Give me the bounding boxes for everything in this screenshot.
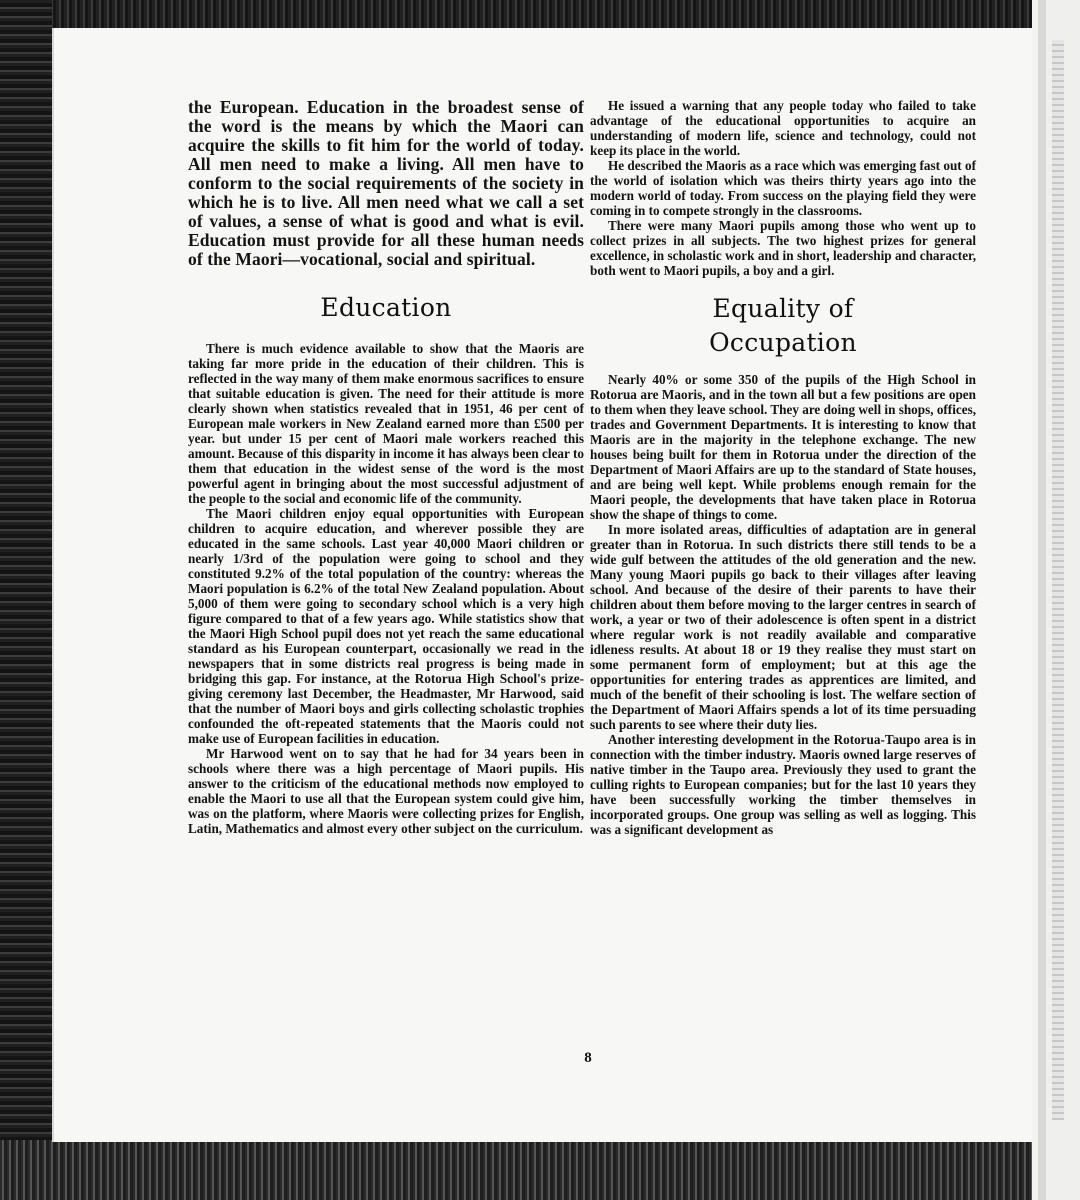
scan-border-top [0,0,1080,30]
document-page [52,28,1032,1142]
paragraph: Another interesting development in the Rotorua-Taupo area is in connection with the timber industry. Maoris owned large reserves of native timber in the Taupo area. Previously they used to grant the culling rights to European companies; but for the last 10 years they have been successfully working the timber themselves in incorporated groups. One group was selling as well as logging. This was a significant development as [590,732,976,837]
right-column [590,98,976,837]
paragraph: The Maori children enjoy equal opportunities with European children to acquire education, and wherever possible they are educated in the same schools. Last year 40,000 Maori children or nearly 1/3rd of the population were going to school and they constituted 9.2% of the total population of the country: whereas the Maori population is 6.2% of the total New Zealand population. About 5,000 of them were going to secondary school which is a very high figure compared to that of a few years ago. While statistics show that the Maori High School pupil does not yet reach the same educational standard as his European counterpart, occasionally we read in the newspapers that in some districts real progress is being made in bridging this gap. For instance, at the Rotorua High School's prize-giving ceremony last December, the Headmaster, Mr Harwood, said that the number of Maori boys and girls collecting scholastic trophies confounded the oft-repeated statements that the Maoris could not make use of European facilities in education. [188,506,584,746]
heading-equality-line1: Equality of [712,294,854,323]
paragraph: He issued a warning that any people today who failed to take advantage of the educational opportunities to acquire an understanding of modern life, science and technology, could not keep its place in the world. [590,98,976,158]
paragraph: Mr Harwood went on to say that he had for 34 years been in schools where there was a high percentage of Maori pupils. His answer to the criticism of the educational methods now employed to enable the Maori to use all that the European system could give him, was on the platform, where Maoris were collecting prizes for English, Latin, Mathematics and almost every other subject on the curriculum. [188,746,584,836]
paragraph: There were many Maori pupils among those who went up to collect prizes in all subjects. The two highest prizes for general excellence, in scholastic work and in short, leadership and character, both went to Maori pupils, a boy and a girl. [590,218,976,278]
binding-edge [1052,40,1064,1120]
heading-equality-line2: Occupation [709,328,857,357]
paragraph: There is much evidence available to show that the Maoris are taking far more pride in the education of their children. This is reflected in the way many of them make enormous sacrifices to ensure that suitable education is given. The need for their attitude is more clearly shown when statistics revealed that in 1951, 46 per cent of European male workers in New Zealand earned more than £500 per year. but under 15 per cent of Maori male workers reached this amount. Because of this disparity in income it has always been clear to them that education in the widest sense of the word is the most powerful agent in bringing about the most successful adjustment of the people to the social and economic life of the community. [188,341,584,506]
paragraph: In more isolated areas, difficulties of adaptation are in general greater than in Rotorua. In such districts there still tends to be a wide gulf between the attitudes of the old generation and the new. Many young Maori pupils go back to their villages after leaving school. And because of the desire of their parents to have their children about them before moving to the larger centres in search of work, a year or two of their adolescence is often spent in a district where regular work is not readily available and comparative idleness results. At about 18 or 19 they realise they must start on some permanent form of employment; but at this age the opportunities for entering trades as apprentices are limited, and much of the benefit of their schooling is lost. The welfare section of the Department of Maori Affairs spends a lot of its time persuading such parents to see where their duty lies. [590,522,976,732]
heading-education: Education [320,293,452,322]
page-number: 8 [584,1050,592,1066]
lead-paragraph: the European. Education in the broadest sense of the word is the means by which the Maori can acquire the skills to fit him for the world of today. All men need to make a living. All men have to conform to the social requirements of the society in which he is to live. All men need what we call a set of values, a sense of what is good and what is evil. Education must provide for all these human needs of the Maori—vocational, social and spiritual. [188,97,584,269]
paragraph: Nearly 40% or some 350 of the pupils of the High School in Rotorua are Maoris, and in the town all but a few positions are open to them when they leave school. They are doing well in shops, offices, trades and Government Departments. It is interesting to know that Maoris are in the majority in the telephone exchange. The new houses being built for them in Rotorua under the direction of the Department of Maori Affairs are up to the standard of State houses, and are being well kept. While problems enough remain for the Maori people, the developments that have taken place in Rotorua show the shape of things to come. [590,372,976,522]
left-column [188,98,584,836]
paragraph: He described the Maoris as a race which was emerging fast out of the world of isolation which was theirs thirty years ago into the modern world of today. From success on the playing field they were coming in to compete strongly in the classrooms. [590,158,976,218]
scan-border-left [0,0,52,1200]
scan-border-bottom [0,1140,1080,1200]
